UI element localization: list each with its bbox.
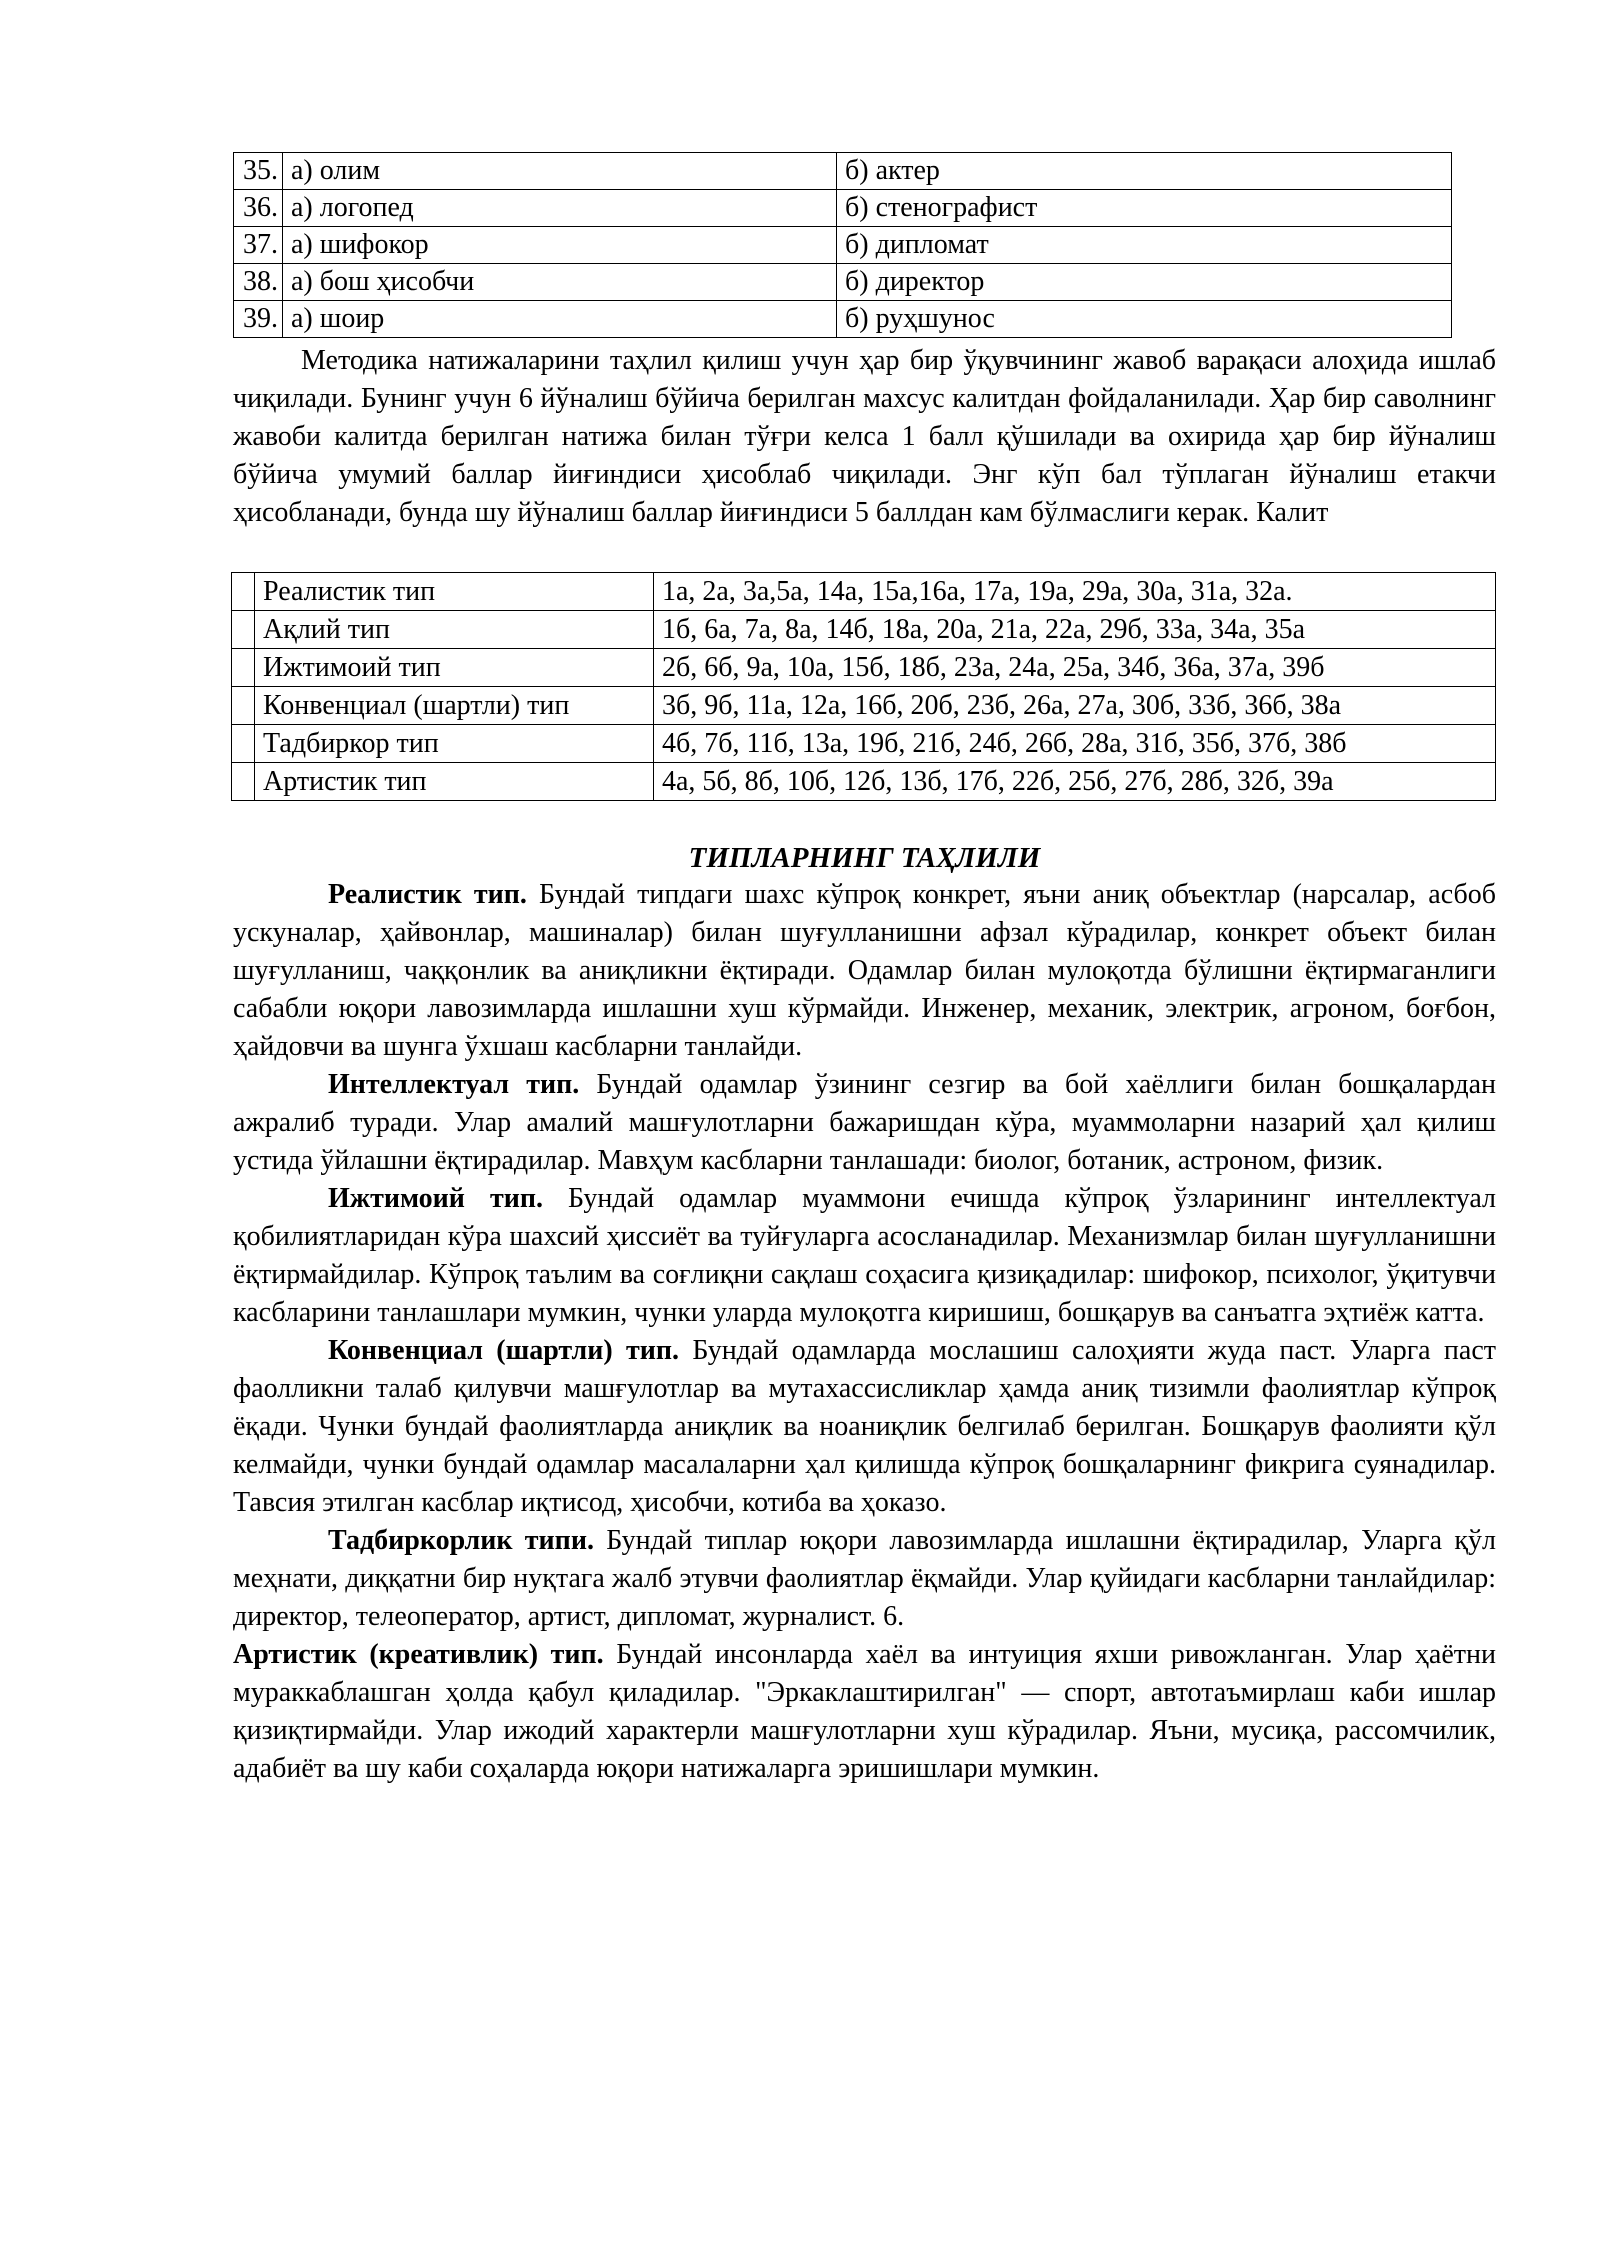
blank-cell <box>232 611 255 649</box>
option-b: б) актер <box>837 153 1452 190</box>
types-analysis <box>233 876 1496 1788</box>
table-row <box>234 264 1452 301</box>
type-text: Бундай одамлар муаммони ечишда кўпроқ ўзларининг интеллектуал қобилиятларидан кўра шахсий ҳиссиёт ва туйғуларга асосланадилар. Механизмлар билан шуғулланишни ёқтирмайдилар. Кўпроқ таълим ва соғлиқни сақлаш соҳасига қизиқадилар: шифокор, психолог, ўқитувчи касбларини танлашлари мумкин, чунки уларда мулоқотга киришиш, бошқарув ва санъатга эҳтиёж катта. <box>233 1183 1496 1328</box>
type-answers: 4б, 7б, 11б, 13а, 19б, 21б, 24б, 26б, 28а, 31б, 35б, 37б, 38б <box>654 725 1496 763</box>
question-number: 39. <box>234 301 283 338</box>
blank-cell <box>232 763 255 801</box>
method-paragraph: Методика натижаларини таҳлил қилиш учун ҳар бир ўқувчининг жавоб варақаси алоҳида ишлаб чиқилади. Бунинг учун 6 йўналиш бўйича берилган махсус калитдан фойдаланилади. Ҳар бир саволнинг жавоби калитда берилган натижа билан тўғри келса 1 балл қўшилади ва охирида ҳар бир йўналиш бўйича умумий баллар йиғиндиси ҳисоблаб чиқилади. Энг кўп бал тўплаган йўналиш етакчи ҳисобланади, бунда шу йўналиш баллар йиғиндиси 5 баллдан кам бўлмаслиги керак. Калит <box>233 345 1496 528</box>
type-text: Бундай типлар юқори лавозимларда ишлашни ёқтирадилар, Уларга қўл меҳнати, диққатни бир нуқтага жалб этувчи фаолиятлар ёқмайди. Улар қуйидаги касбларни танлайдилар: директор, телеоператор, артист, дипломат, журналист. 6. <box>233 1525 1496 1632</box>
table-row <box>232 687 1496 725</box>
key-table <box>231 572 1496 801</box>
type-answers: 3б, 9б, 11а, 12а, 16б, 20б, 23б, 26а, 27а, 30б, 33б, 36б, 38а <box>654 687 1496 725</box>
table-row <box>234 301 1452 338</box>
option-a: а) шоир <box>283 301 837 338</box>
table-row <box>234 153 1452 190</box>
question-number: 38. <box>234 264 283 301</box>
type-name: Тадбиркор тип <box>255 725 654 763</box>
type-title: Конвенциал (шартли) тип. <box>328 1335 679 1366</box>
table-row <box>234 190 1452 227</box>
option-a: а) логопед <box>283 190 837 227</box>
type-answers: 2б, 6б, 9а, 10а, 15б, 18б, 23а, 24а, 25а, 34б, 36а, 37а, 39б <box>654 649 1496 687</box>
answers-table <box>233 152 1452 338</box>
type-title: Артистик (креативлик) тип. <box>233 1639 604 1670</box>
type-title: Ижтимоий тип. <box>328 1183 543 1214</box>
paragraph-conventional <box>233 1332 1496 1522</box>
section-heading: ТИПЛАРНИНГ ТАҲЛИЛИ <box>688 842 1041 874</box>
option-b: б) руҳшунос <box>837 301 1452 338</box>
type-answers: 1а, 2а, 3а,5а, 14а, 15а,16а, 17а, 19а, 29а, 30а, 31а, 32а. <box>654 573 1496 611</box>
type-text: Бундай типдаги шахс кўпроқ конкрет, яъни аниқ объектлар (нарсалар, асбоб ускуналар, ҳайвонлар, машиналар) билан шуғулланишни афзал кўрадилар, конкрет объект билан шуғулланиш, чаққонлик ва аниқликни ёқтиради. Одамлар билан мулоқотда бўлишни ёқтирмаганлиги сабабли юқори лавозимларда ишлашни хуш кўрмайди. Инженер, механик, электрик, агроном, боғбон, ҳайдовчи ва шунга ўхшаш касбларни танлайди. <box>233 879 1496 1062</box>
blank-cell <box>232 687 255 725</box>
type-text: Бундай одамларда мослашиш салоҳияти жуда паст. Уларга паст фаолликни талаб қилувчи машғулотлар ва мутахассисликлар ҳамда аниқ тизимли фаолиятлар кўпроқ ёқади. Чунки бундай фаолиятларда аниқлик ва ноаниқлик белгилаб берилган. Бошқарув фаолияти қўл келмайди, чунки бундай одамлар масалаларни ҳал қилишда кўпроқ бошқаларнинг фикрига суянадилар. Тавсия этилган касблар иқтисод, ҳисобчи, котиба ва ҳоказо. <box>233 1335 1496 1518</box>
blank-cell <box>232 649 255 687</box>
paragraph-social <box>233 1180 1496 1332</box>
type-text: Бундай одамлар ўзининг сезгир ва бой хаёллиги билан бошқалардан ажралиб туради. Улар амалий машғулотларни бажаришдан кўра, муаммоларни назарий ҳал қилиш устида ўйлашни ёқтирадилар. Мавҳум касбларни танлашади: биолог, ботаник, астроном, физик. <box>233 1069 1497 1176</box>
table-row <box>232 611 1496 649</box>
table-row <box>232 573 1496 611</box>
type-answers: 4а, 5б, 8б, 10б, 12б, 13б, 17б, 22б, 25б, 27б, 28б, 32б, 39а <box>654 763 1496 801</box>
table-row <box>232 725 1496 763</box>
type-name: Ижтимоий тип <box>255 649 654 687</box>
paragraph-realistic <box>233 876 1496 1066</box>
table-row <box>232 763 1496 801</box>
question-number: 36. <box>234 190 283 227</box>
option-b: б) директор <box>837 264 1452 301</box>
type-text: Бундай инсонларда хаёл ва интуиция яхши ривожланган. Улар ҳаётни мураккаблашган ҳолда қабул қиладилар. "Эркаклаштирилган" — спорт, автотаъмирлаш каби ишлар қизиқтирмайди. Улар ижодий характерли машғулотларни хуш кўрадилар. Яъни, мусиқа, рассомчилик, адабиёт ва шу каби соҳаларда юқори натижаларга эришишлари мумкин. <box>233 1639 1496 1784</box>
type-answers: 1б, 6а, 7а, 8а, 14б, 18а, 20а, 21а, 22а, 29б, 33а, 34а, 35а <box>654 611 1496 649</box>
option-b: б) стенографист <box>837 190 1452 227</box>
method-description <box>233 342 1496 532</box>
paragraph-intellectual <box>233 1066 1496 1180</box>
type-title: Интеллектуал тип. <box>328 1069 580 1100</box>
type-name: Конвенциал (шартли) тип <box>255 687 654 725</box>
type-title: Реалистик тип. <box>328 879 527 910</box>
option-a: а) олим <box>283 153 837 190</box>
option-b: б) дипломат <box>837 227 1452 264</box>
question-number: 35. <box>234 153 283 190</box>
paragraph-artistic <box>233 1636 1496 1788</box>
type-name: Артистик тип <box>255 763 654 801</box>
table-row <box>232 649 1496 687</box>
table-row <box>234 227 1452 264</box>
type-title: Тадбиркорлик типи. <box>328 1525 594 1556</box>
blank-cell <box>232 573 255 611</box>
blank-cell <box>232 725 255 763</box>
paragraph-entrepreneur <box>233 1522 1496 1636</box>
option-a: а) бош ҳисобчи <box>283 264 837 301</box>
type-name: Реалистик тип <box>255 573 654 611</box>
question-number: 37. <box>234 227 283 264</box>
option-a: а) шифокор <box>283 227 837 264</box>
type-name: Ақлий тип <box>255 611 654 649</box>
